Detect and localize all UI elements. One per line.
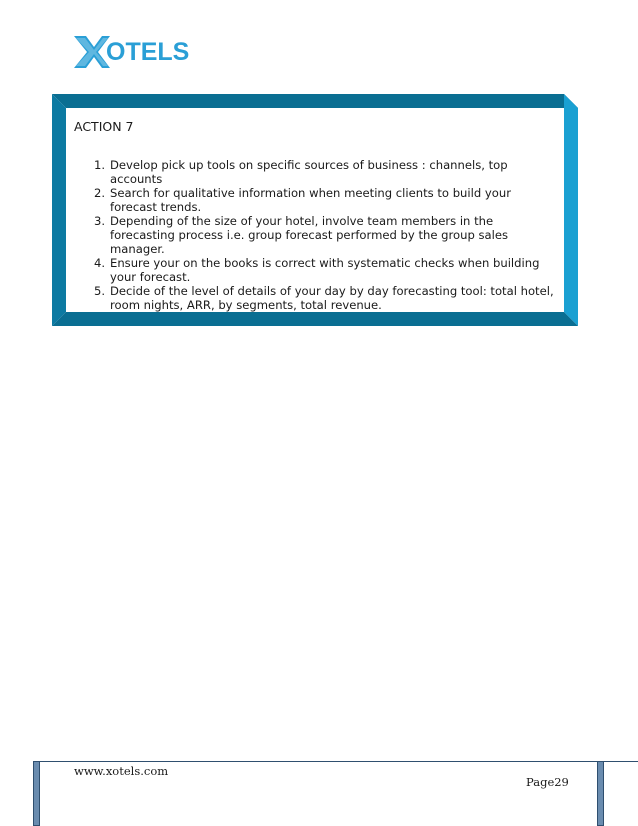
list-item: 2. Search for qualitative information when meeting clients to build your forecast trends. [94, 186, 511, 214]
list-item: 5. Decide of the level of details of your day by day forecasting tool: total hotel, room nights, ARR, by segments, total revenue. [94, 284, 554, 312]
list-item: 1. Develop pick up tools on specific sources of business : channels, top accounts [94, 158, 508, 186]
action-list [76, 158, 554, 312]
footer-right-bar [597, 761, 604, 826]
action-title: ACTION 7 [74, 119, 134, 134]
footer-url[interactable]: www.xotels.com [74, 764, 169, 778]
logo-wordmark: OTELS [106, 38, 190, 66]
page-number: Page29 [526, 775, 569, 789]
footer-left-bar [33, 761, 40, 826]
list-item: 4. Ensure your on the books is correct with systematic checks when building your forecast. [94, 256, 540, 284]
list-item: 3. Depending of the size of your hotel, involve team members in the forecasting process i.e. group forecast performed by the group sales manager. [94, 214, 509, 256]
footer-rule [33, 761, 638, 762]
